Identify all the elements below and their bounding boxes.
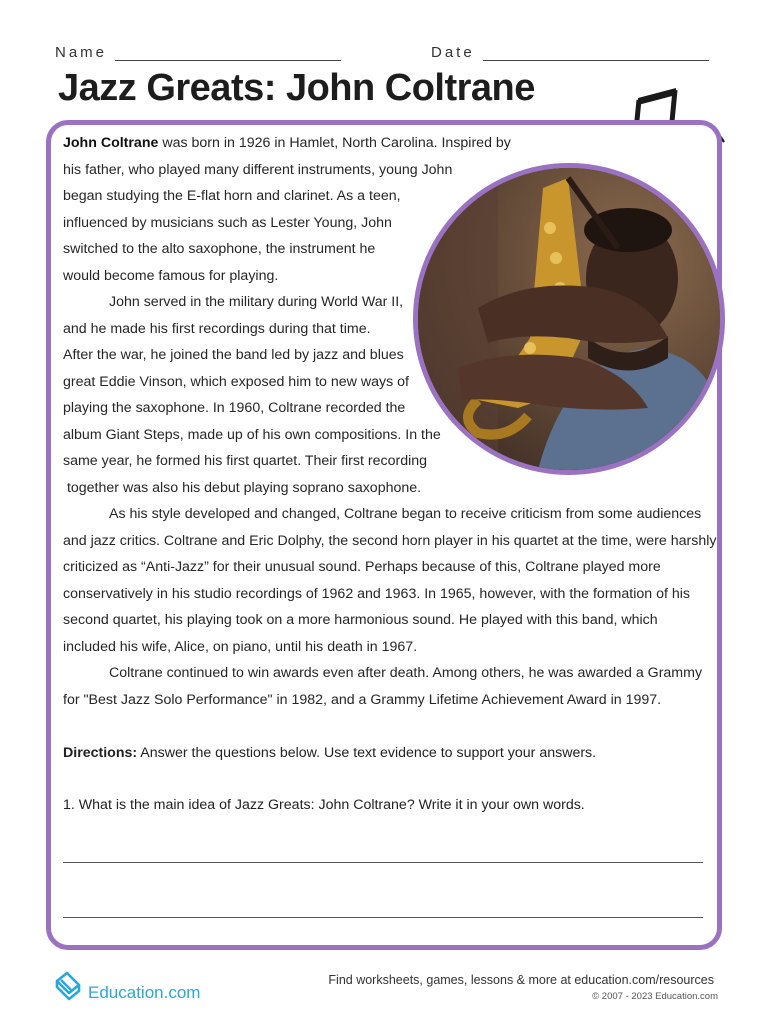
paragraph-1-line-2: his father, who played many different instruments, young John <box>63 161 453 178</box>
date-field <box>431 44 709 61</box>
paragraph-4 <box>63 660 702 713</box>
paragraph-2-line-4: great Eddie Vinson, which exposed him to new ways of <box>63 373 409 390</box>
paragraph-4-line-2: for "Best Jazz Solo Performance" in 1982, and a Grammy Lifetime Achievement Award in 1997. <box>63 691 662 708</box>
name-line[interactable] <box>115 47 341 61</box>
answer-line-1[interactable] <box>63 862 703 863</box>
name-label: Name <box>55 44 108 61</box>
paragraph-2-line-8: together was also his debut playing soprano saxophone. <box>63 479 422 496</box>
paragraph-3-line-2: and jazz critics. Coltrane and Eric Dolphy, the second horn player in his quartet at the time, were harshly <box>63 532 717 549</box>
page-title: Jazz Greats: John Coltrane <box>58 67 535 109</box>
paragraph-2-line-1: John served in the military during World War II, <box>109 294 404 310</box>
name-field <box>55 44 341 61</box>
paragraph-3-line-6: included his wife, Alice, on piano, until his death in 1967. <box>63 638 418 655</box>
paragraph-1-line-1: John Coltrane was born in 1926 in Hamlet, North Carolina. Inspired by <box>63 135 511 151</box>
directions-label: Directions: <box>63 745 138 761</box>
footer-copyright: © 2007 - 2023 Education.com <box>592 991 718 1002</box>
paragraph-2-line-3: After the war, he joined the band led by jazz and blues <box>63 347 404 363</box>
paragraph-1-line-4: influenced by musicians such as Lester Young, John <box>63 214 392 231</box>
paragraph-3 <box>63 501 716 660</box>
paragraph-1-line-6: would become famous for playing. <box>63 267 279 284</box>
paragraph-1 <box>63 130 511 289</box>
paragraph-2-line-6: album Giant Steps, made up of his own compositions. In the <box>63 426 441 443</box>
education-logo[interactable] <box>54 966 200 1006</box>
paragraph-2-line-2: and he made his first recordings during that time. <box>63 320 371 337</box>
date-label: Date <box>431 44 475 61</box>
logo-text: Education.com <box>88 983 201 1002</box>
paragraph-3-line-4: conservatively in his studio recordings of 1962 and 1963. In 1965, however, with the formation of his <box>63 585 690 602</box>
paragraph-2-line-5: playing the saxophone. In 1960, Coltrane recorded the <box>63 400 406 416</box>
date-line[interactable] <box>483 47 709 61</box>
lead-name: John Coltrane <box>63 135 159 151</box>
footer-tagline[interactable]: Find worksheets, games, lessons & more at education.com/resources <box>328 973 714 987</box>
directions <box>63 740 596 766</box>
paragraph-1-line-5: switched to the alto saxophone, the instrument he <box>63 241 376 257</box>
paragraph-4-line-1: Coltrane continued to win awards even after death. Among others, he was awarded a Grammy <box>109 665 703 681</box>
question-1: 1. What is the main idea of Jazz Greats: John Coltrane? Write it in your own words. <box>63 797 585 813</box>
paragraph-3-line-1: As his style developed and changed, Coltrane began to receive criticism from some audiences <box>109 506 702 522</box>
header-fields <box>55 44 715 64</box>
paragraph-1-line-3: began studying the E-flat horn and clarinet. As a teen, <box>63 188 401 204</box>
paragraph-3-line-5: second quartet, his playing took on a more harmonious sound. He played with this band, which <box>63 612 658 628</box>
directions-text: Answer the questions below. Use text evidence to support your answers. <box>137 745 597 761</box>
paragraph-2-line-7: same year, he formed his first quartet. Their first recording <box>63 453 428 469</box>
education-logo-icon <box>54 969 82 1003</box>
paragraph-2 <box>63 289 441 501</box>
paragraph-3-line-3: criticized as “Anti-Jazz” for their unusual sound. Perhaps because of this, Coltrane played more <box>63 559 661 575</box>
answer-line-2[interactable] <box>63 917 703 918</box>
